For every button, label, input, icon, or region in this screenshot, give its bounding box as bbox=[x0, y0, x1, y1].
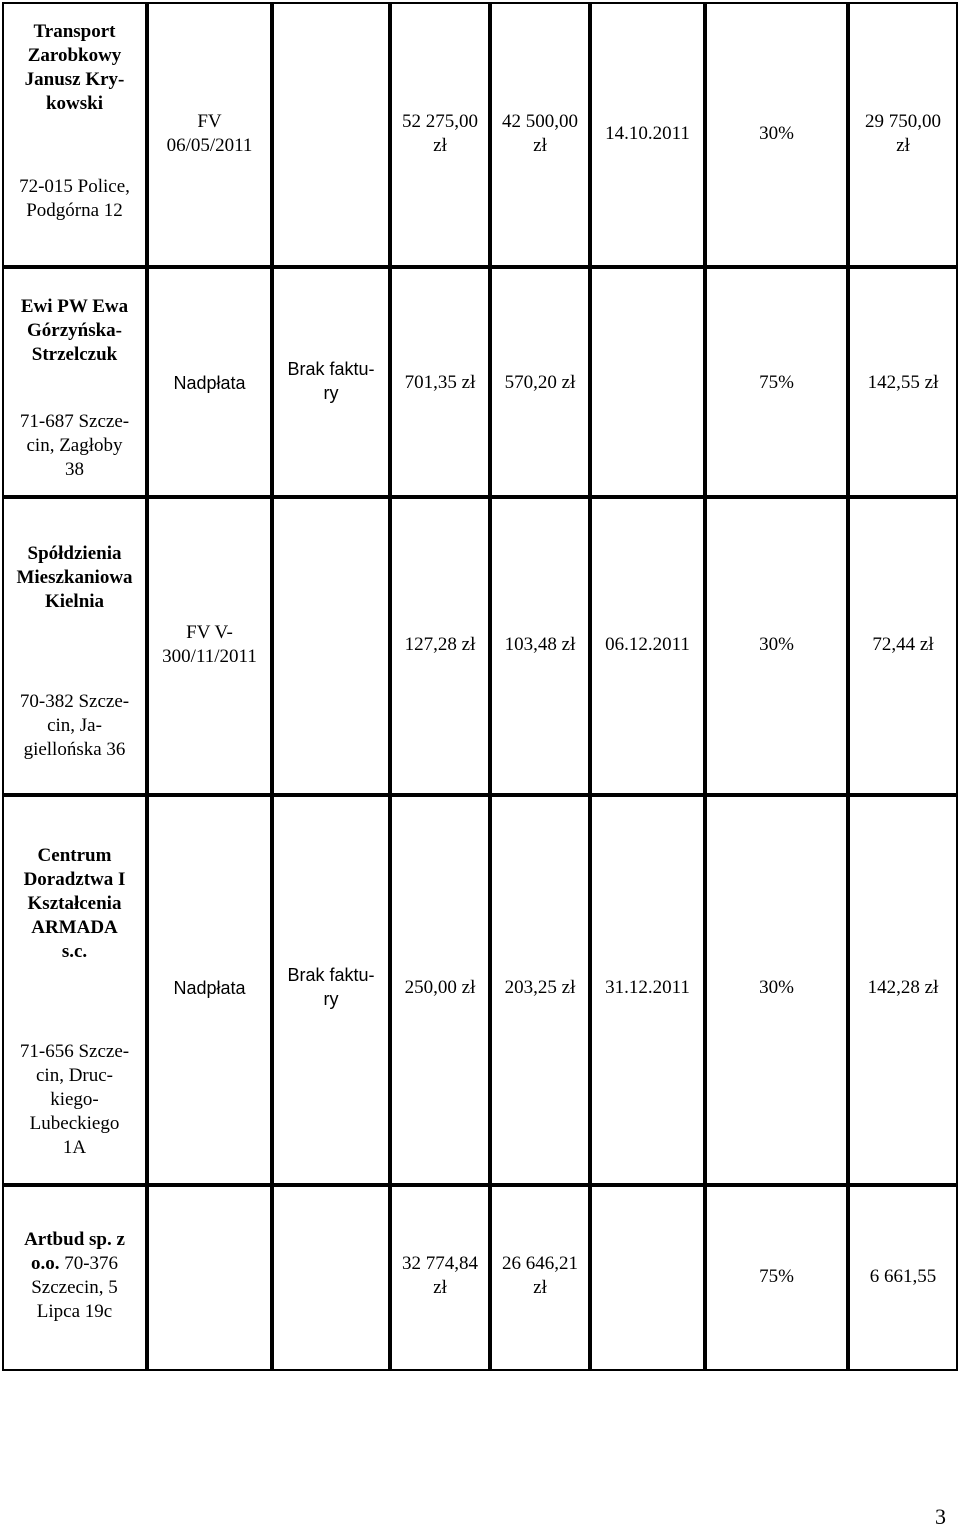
row-3-amount1: 127,28 zł bbox=[404, 634, 476, 655]
row-2-amount2: 570,20 zł bbox=[504, 372, 576, 393]
row-1-address: 72-015 Police, Podgórna 12 bbox=[19, 176, 130, 221]
row-2-date-cell bbox=[590, 267, 705, 497]
row-3-name: Spółdzienia Mieszkaniowa Kielnia bbox=[16, 543, 133, 612]
row-5-amount2: 26 646,21 zł bbox=[502, 1253, 578, 1298]
row-5-amount1: 32 774,84 zł bbox=[402, 1253, 478, 1298]
row-4-percent: 30% bbox=[759, 977, 794, 998]
row-1-percent: 30% bbox=[759, 123, 794, 144]
row-4-result: 142,28 zł bbox=[867, 977, 939, 998]
row-4-doc2: Brak faktu- ry bbox=[287, 965, 375, 1009]
row-1-name: Transport Zarobkowy Janusz Kry- kowski bbox=[24, 21, 125, 114]
page-number: 3 bbox=[935, 1504, 946, 1529]
row-5-result: 6 661,55 bbox=[869, 1266, 937, 1287]
row-4-amount2: 203,25 zł bbox=[504, 977, 576, 998]
row-4-date: 31.12.2011 bbox=[605, 977, 690, 998]
row-4-address: 71-656 Szcze- cin, Druc- kiego- Lubeckiego 1A bbox=[19, 1041, 130, 1158]
row-2-doc: Nadpłata bbox=[173, 373, 246, 393]
row-4-name: Centrum Doradztwa I Kształcenia ARMADA s.c. bbox=[23, 845, 126, 962]
row-5-doc-cell bbox=[147, 1185, 272, 1371]
row-1-date: 14.10.2011 bbox=[605, 123, 690, 144]
row-3-result: 72,44 zł bbox=[872, 634, 934, 655]
row-3-date: 06.12.2011 bbox=[605, 634, 690, 655]
row-1-doc2-cell bbox=[272, 2, 390, 267]
row-3-address: 70-382 Szcze- cin, Ja- giellońska 36 bbox=[19, 691, 130, 760]
row-3-amount2: 103,48 zł bbox=[504, 634, 576, 655]
row-5-doc2-cell bbox=[272, 1185, 390, 1371]
row-2-amount1: 701,35 zł bbox=[404, 372, 476, 393]
row-2-name: Ewi PW Ewa Górzyńska- Strzelczuk bbox=[20, 296, 129, 365]
row-5-name: Artbud sp. z o.o. 70-376 Szczecin, 5 Lipca 19c bbox=[24, 1229, 125, 1322]
row-5-date-cell bbox=[590, 1185, 705, 1371]
row-4-amount1: 250,00 zł bbox=[404, 977, 476, 998]
row-3-percent: 30% bbox=[759, 634, 794, 655]
row-4-doc: Nadpłata bbox=[173, 978, 246, 998]
row-2-percent: 75% bbox=[759, 372, 794, 393]
row-1-amount2: 42 500,00 zł bbox=[502, 111, 578, 156]
row-3-doc2-cell bbox=[272, 497, 390, 795]
row-3-doc: FV V- 300/11/2011 bbox=[162, 622, 257, 667]
row-2-address: 71-687 Szcze- cin, Zagłoby 38 bbox=[19, 411, 130, 480]
row-5-percent: 75% bbox=[759, 1266, 794, 1287]
row-1-doc: FV 06/05/2011 bbox=[166, 111, 253, 156]
row-1-amount1: 52 275,00 zł bbox=[402, 111, 478, 156]
row-2-result: 142,55 zł bbox=[867, 372, 939, 393]
row-2-doc2: Brak faktu- ry bbox=[287, 359, 375, 403]
row-1-result: 29 750,00 zł bbox=[865, 111, 941, 156]
